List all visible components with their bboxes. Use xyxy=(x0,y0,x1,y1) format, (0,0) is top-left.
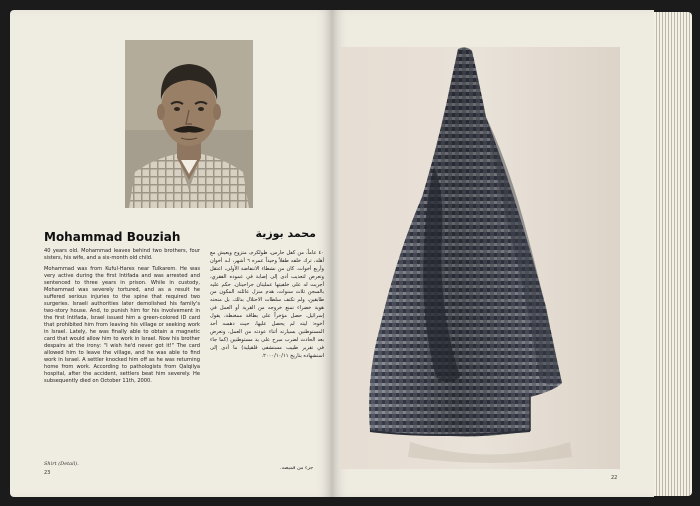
biography-english xyxy=(44,248,200,389)
name-english: Mohammad Bouziah xyxy=(44,230,181,244)
caption-english: Shirt (Detail). xyxy=(44,461,79,467)
page-number-right: 22 xyxy=(611,475,618,481)
page-number-left: 23 xyxy=(44,470,51,476)
left-page xyxy=(10,10,332,497)
bio-paragraph: 40 years old. Mohammad leaves behind two brothers, four sisters, his wife, and a six-month old child. xyxy=(44,248,200,262)
name-arabic: محمد بوزية xyxy=(255,227,316,240)
bio-paragraph: Mohammad was from Kuful-Hares near Tulkarem. He was very active during the first Intifada and was arrested and sentenced to three years in prison. While in custody, Mohammad was severely tortured, and as a result he suffered serious injuries to the spine that required two surgeries. Israeli authorities later demolished his family's two-story house. And, to punish him for his involvement in the first Intifada, Israel issued him a green-colored ID card that prohibited him from leaving his village or seeking work in Israel. Lately, he was finally able to obtain a magnetic card that would allow him to work in Israel. Now his brother despairs at the irony: "I wish he'd never got it!" The card allowed him to leave the village, and he was able to find work in Israel. A settler knocked him off as he was returning home from work. According to pathologists from Qalqilya hospital, after the accident, settlers beat him severely. He subsequently died on October 11th, 2000. xyxy=(44,266,200,385)
caption-arabic: جزء من قميصه. xyxy=(280,465,314,471)
page-edges xyxy=(648,12,692,496)
biography-arabic: ٤٠ عاماً، من كفل حارس، طولكرم، متزوج ويعيش مع أهله، ترك خلفه طفلاً وحيداً عمره ٦ أشهر، لـه أخوان وأربع أخوات. كان من نشطاء الانتفاضة الأولى، اعتقل وتعرض لتعذيب أدى إلى إصابة في عموده الفقري، أجريت له على خلفيتها عمليتان جراحيتان. حكم عليه بالسجن ثلاث سنوات، هدم منزل عائلته المكون من طابقين، ولم تكتف سلطات الاحتلال بذلك، بل منحته هوية خضراء تمنع خروجه من القرية أو العمل في إسرائيل. حصل مؤخراً على بطاقة ممغنطة، يقول أخوه: ليته لم يحصل عليها، حيث دهسه أحد المستوطنين بسيارته أثناء عودته من العمل، وتعرض بعد الحادث لضرب مبرح على يد مستوطنين (كما جاء في تقرير طبيب مستشفى قلقيلية) ما أدى إلى استشهاده بتاريخ ٢٠٠٠/١٠/١١. xyxy=(210,250,324,359)
portrait-photo xyxy=(125,40,253,208)
hanging-shirt-photo xyxy=(340,47,620,469)
